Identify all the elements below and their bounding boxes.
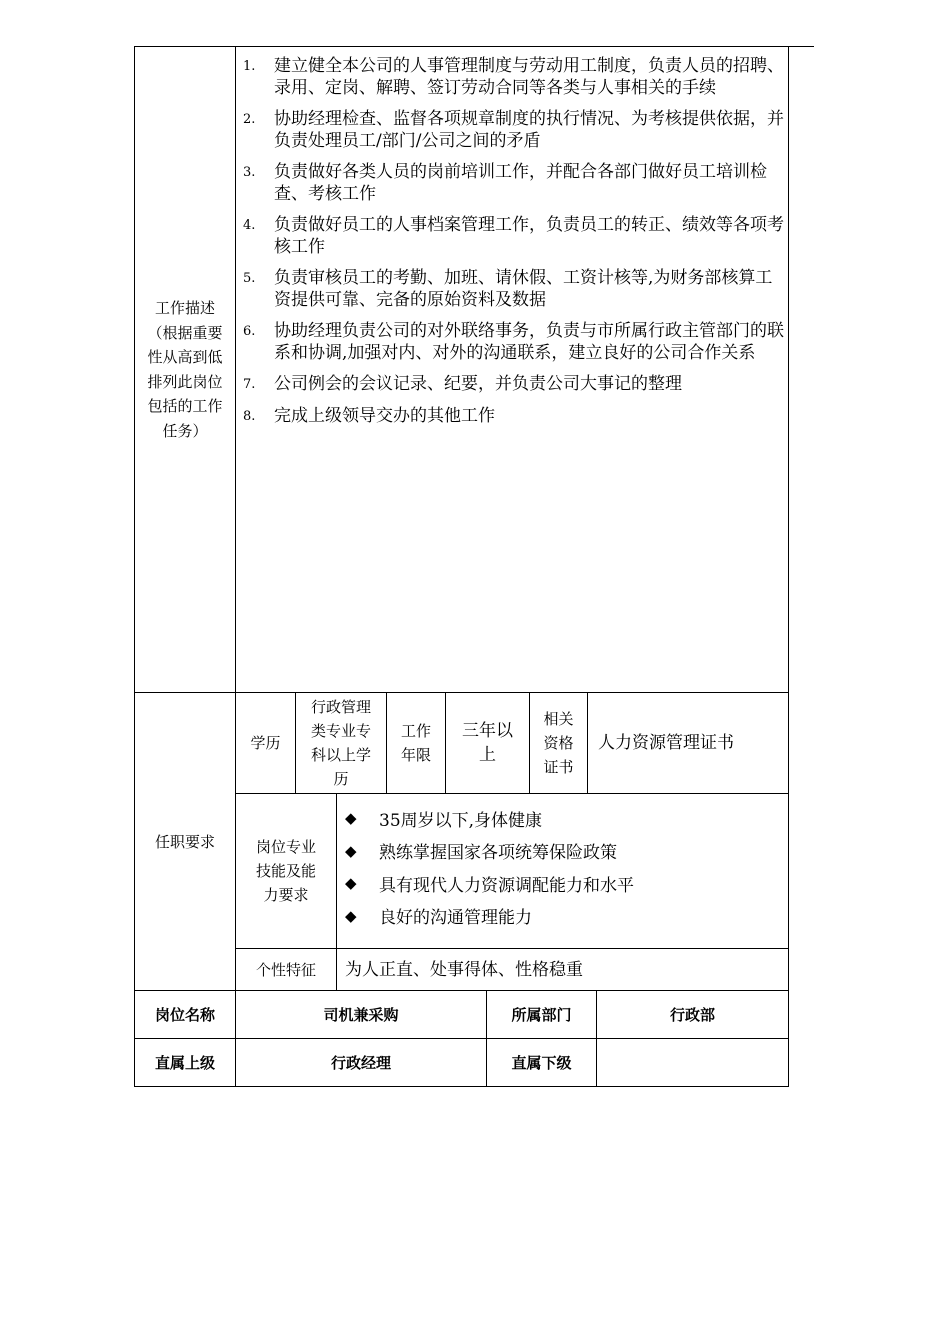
list-item: 1. 建立健全本公司的人事管理制度与劳动用工制度，负责人员的招聘、录用、定岗、解聘、签订劳动合同等各类与人事相关的手续: [243, 56, 784, 98]
education-label: 学历: [250, 734, 281, 752]
subordinate-value: [597, 1039, 788, 1086]
superior-label: 直属上级: [154, 1054, 215, 1072]
personality-label: 个性特征: [255, 960, 316, 979]
diamond-bullet-icon: ◆: [345, 906, 357, 925]
diamond-bullet-icon: ◆: [345, 841, 357, 860]
list-item: 5. 负责审核员工的考勤、加班、请休假、工资计核等,为财务部核算工资提供可靠、完备的原始资料及数据: [243, 268, 773, 310]
job-description-label-cell: [135, 47, 235, 692]
border-bottom: [134, 1086, 789, 1087]
list-item: 2. 协助经理检查、监督各项规章制度的执行情况、为考核提供依据，并负责处理员工/部门/公司之间的矛盾: [243, 109, 784, 151]
skills-label: 岗位专业技能及能力要求: [255, 838, 316, 904]
diamond-bullet-icon: ◆: [345, 874, 357, 893]
list-item: ◆ 具有现代人力资源调配能力和水平: [345, 874, 634, 896]
superior-value: 行政经理: [330, 1054, 391, 1072]
department-label: 所属部门: [511, 1006, 572, 1024]
personality-value: 为人正直、处事得体、性格稳重: [345, 959, 583, 980]
task-list: [243, 56, 785, 437]
position-name-label: 岗位名称: [154, 1006, 215, 1024]
subordinate-label: 直属下级: [511, 1054, 572, 1072]
experience-value: 三年以上: [462, 721, 513, 765]
diamond-bullet-icon: ◆: [345, 809, 357, 828]
experience-label: 工作年限: [400, 722, 431, 764]
list-item: ◆ 熟练掌握国家各项统筹保险政策: [345, 841, 617, 864]
position-name-value: 司机兼采购: [323, 1006, 399, 1024]
job-description-label: 工作描述（根据重要性从高到低排列此岗位包括的工作任务）: [147, 299, 223, 440]
list-item: 8. 完成上级领导交办的其他工作: [243, 405, 495, 426]
cert-label: 相关资格证书: [543, 710, 574, 776]
list-item: 6. 协助经理负责公司的对外联络事务，负责与市所属行政主管部门的联系和协调,加强对内、对外的沟通联系，建立良好的公司合作关系: [243, 321, 784, 363]
list-item: 4. 负责做好员工的人事档案管理工作，负责员工的转正、绩效等各项考核工作: [243, 215, 784, 257]
requirements-label: 任职要求: [154, 832, 215, 851]
skills-list: [345, 802, 634, 932]
list-item: ◆ 35周岁以下,身体健康: [345, 809, 543, 831]
border-top: [134, 46, 814, 47]
list-item: 7. 公司例会的会议记录、纪要，并负责公司大事记的整理: [243, 374, 682, 394]
education-value: 行政管理类专业专科以上学历: [310, 698, 371, 788]
list-item: ◆ 良好的沟通管理能力: [345, 906, 532, 929]
border-right: [788, 46, 789, 1087]
list-item: 3. 负责做好各类人员的岗前培训工作，并配合各部门做好员工培训检查、考核工作: [243, 162, 767, 204]
cert-value: 人力资源管理证书: [598, 733, 734, 753]
department-value: 行政部: [669, 1006, 715, 1024]
